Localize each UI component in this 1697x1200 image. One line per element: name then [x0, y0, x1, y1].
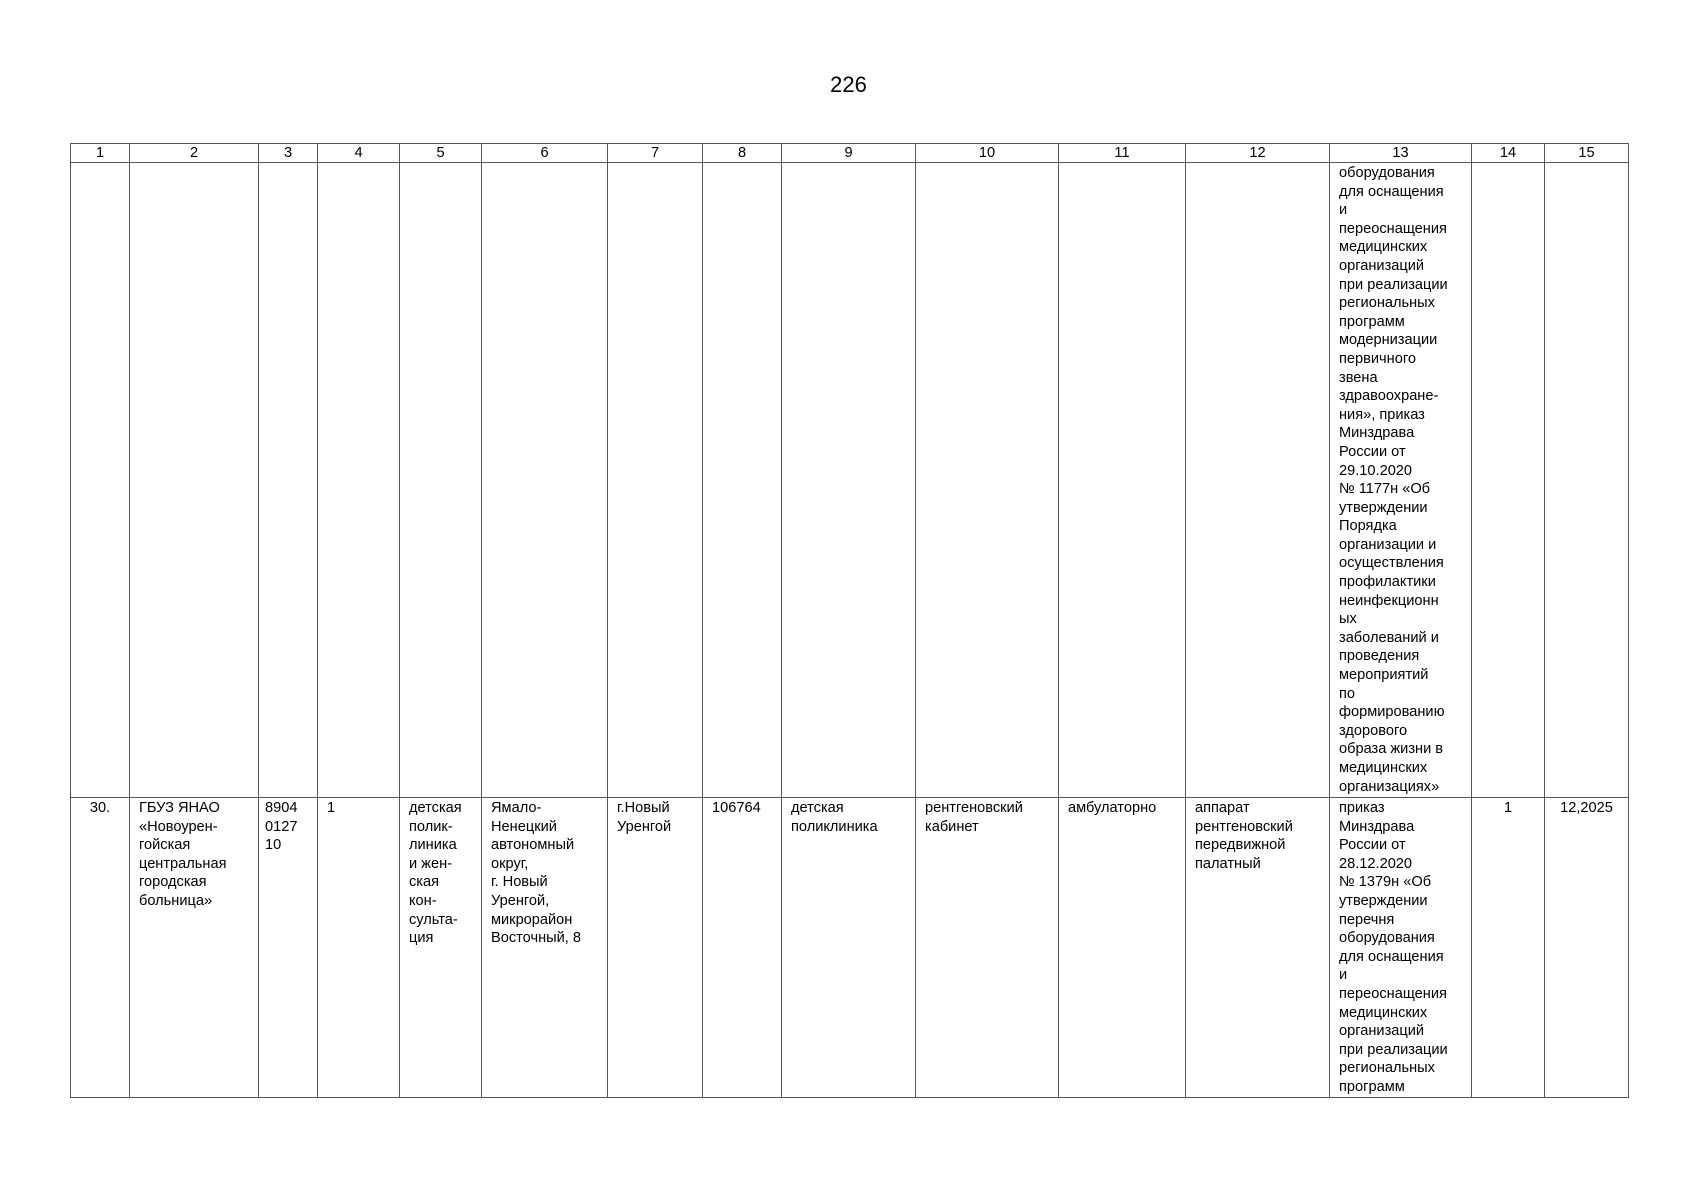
header-cell-10: 10: [916, 144, 1059, 163]
cell-line: микрорайон: [491, 911, 573, 928]
cell-line: медицинских: [1339, 760, 1428, 776]
cell-unit-type: [782, 798, 916, 1098]
cell-line: ния», приказ: [1339, 406, 1425, 423]
cell-line: неинфекционн: [1339, 592, 1439, 609]
cell-line: Восточный, 8: [491, 930, 581, 947]
cell-line: первичного: [1339, 350, 1416, 367]
cell-line: передвижной: [1195, 837, 1286, 854]
cell-line: программ: [1339, 313, 1405, 330]
cell-line: мероприятий: [1339, 667, 1429, 684]
cell-c1: [71, 163, 130, 798]
cell-line: детская: [409, 800, 462, 816]
cell-line: ция: [409, 930, 434, 947]
cell-line: Ненецкий: [491, 818, 557, 835]
cell-line: сульта-: [409, 911, 458, 928]
cell-line: формированию: [1339, 704, 1445, 721]
header-cell-15: 15: [1545, 144, 1629, 163]
cell-col4: 1: [318, 798, 400, 1098]
cell-line: центральная: [139, 855, 227, 872]
cell-c10: [916, 163, 1059, 798]
cell-c14: [1472, 163, 1545, 798]
cell-line: г.Новый: [617, 800, 670, 816]
cell-line: для оснащения: [1339, 183, 1444, 200]
cell-c3: [259, 163, 318, 798]
cell-line: осуществления: [1339, 555, 1444, 572]
cell-line: детская: [791, 800, 844, 816]
cell-line: утверждении: [1339, 892, 1428, 909]
cell-subdivision: [400, 798, 482, 1098]
cell-line: переоснащения: [1339, 985, 1447, 1002]
cell-line: палатный: [1195, 855, 1261, 872]
cell-line: Уренгой,: [491, 892, 550, 909]
cell-care-mode: амбулаторно: [1059, 798, 1186, 1098]
cell-line: оборудования: [1339, 165, 1435, 181]
cell-date: 12,2025: [1545, 798, 1629, 1098]
header-cell-14: 14: [1472, 144, 1545, 163]
cell-line: при реализации: [1339, 276, 1448, 293]
cell-line: линика: [409, 837, 457, 854]
cell-line: региональных: [1339, 295, 1435, 312]
cell-quantity: 1: [1472, 798, 1545, 1098]
cell-line: здорового: [1339, 722, 1408, 739]
cell-line: и: [1339, 202, 1348, 219]
cell-basis: [1330, 798, 1472, 1098]
cell-organization: [130, 798, 259, 1098]
cell-line: перечня: [1339, 911, 1395, 928]
cell-line: приказ: [1339, 800, 1385, 816]
cell-line: полик-: [409, 818, 453, 835]
cell-line: поликлиника: [791, 818, 878, 835]
cell-line: Порядка: [1339, 518, 1397, 535]
cell-line: по: [1339, 685, 1356, 702]
cell-line: переоснащения: [1339, 220, 1447, 237]
cell-line: региональных: [1339, 1060, 1435, 1077]
cell-line: № 1177н «Об: [1339, 481, 1431, 498]
cell-line: для оснащения: [1339, 948, 1444, 965]
cell-line: при реализации: [1339, 1041, 1448, 1058]
cell-line: № 1379н «Об: [1339, 874, 1432, 891]
cell-line: и: [1339, 967, 1348, 984]
cell-line: рентгеновский: [1195, 818, 1293, 835]
cell-c7: [608, 163, 703, 798]
cell-line: модернизации: [1339, 332, 1438, 349]
cell-line: медицинских: [1339, 1004, 1428, 1021]
table-row-30: [71, 798, 1629, 1098]
cell-line: г. Новый: [491, 874, 548, 891]
cell-line: ых: [1339, 611, 1357, 628]
header-cell-11: 11: [1059, 144, 1186, 163]
cell-row-number: 30.: [71, 798, 130, 1098]
header-cell-8: 8: [703, 144, 782, 163]
equipment-table: [70, 143, 1629, 1098]
cell-line: оборудования: [1339, 930, 1435, 947]
cell-line: проведения: [1339, 648, 1420, 665]
cell-line: организаций: [1339, 257, 1425, 274]
cell-c12: [1186, 163, 1330, 798]
cell-line: округ,: [491, 855, 529, 872]
cell-c15: [1545, 163, 1629, 798]
page-number: 226: [830, 72, 867, 97]
cell-line: медицинских: [1339, 239, 1428, 256]
cell-line: кон-: [409, 892, 437, 909]
header-cell-3: 3: [259, 144, 318, 163]
cell-c8: [703, 163, 782, 798]
cell-c11: [1059, 163, 1186, 798]
cell-cabinet: [916, 798, 1059, 1098]
header-cell-13: 13: [1330, 144, 1472, 163]
cell-line: утверждении: [1339, 499, 1428, 516]
header-cell-5: 5: [400, 144, 482, 163]
cell-line: России от: [1339, 837, 1406, 854]
cell-line: рентгеновский: [925, 800, 1023, 816]
header-cell-6: 6: [482, 144, 608, 163]
cell-line: 0127: [265, 818, 298, 835]
header-cell-12: 12: [1186, 144, 1330, 163]
cell-line: Минздрава: [1339, 425, 1415, 442]
cell-c13-basis: [1330, 163, 1472, 798]
cell-c2: [130, 163, 259, 798]
header-cell-4: 4: [318, 144, 400, 163]
cell-line: программ: [1339, 1078, 1405, 1095]
cell-line: городская: [139, 874, 207, 891]
cell-line: профилактики: [1339, 574, 1436, 591]
cell-line: 29.10.2020: [1339, 462, 1413, 479]
cell-locality: [608, 798, 703, 1098]
cell-line: звена: [1339, 369, 1378, 386]
cell-line: организациях»: [1339, 778, 1440, 795]
cell-line: заболеваний и: [1339, 629, 1439, 646]
cell-line: гойская: [139, 837, 191, 854]
cell-line: кабинет: [925, 818, 979, 835]
cell-line: 10: [265, 837, 282, 854]
cell-inn: [259, 798, 318, 1098]
header-cell-2: 2: [130, 144, 259, 163]
cell-line: России от: [1339, 443, 1406, 460]
cell-line: организации и: [1339, 536, 1437, 553]
cell-line: 28.12.2020: [1339, 855, 1413, 872]
cell-address: [482, 798, 608, 1098]
cell-code: 106764: [703, 798, 782, 1098]
cell-c6: [482, 163, 608, 798]
cell-line: и жен-: [409, 855, 453, 872]
cell-line: организаций: [1339, 1023, 1425, 1040]
cell-line: Минздрава: [1339, 818, 1415, 835]
cell-line: здравоохране-: [1339, 388, 1439, 405]
cell-line: ская: [409, 874, 440, 891]
header-cell-7: 7: [608, 144, 703, 163]
header-cell-9: 9: [782, 144, 916, 163]
cell-line: ГБУЗ ЯНАО: [139, 800, 220, 816]
cell-line: автономный: [491, 837, 575, 854]
cell-line: больница»: [139, 892, 213, 909]
cell-c5: [400, 163, 482, 798]
cell-line: Уренгой: [617, 818, 672, 835]
cell-line: аппарат: [1195, 800, 1250, 816]
cell-line: Ямало-: [491, 800, 542, 816]
cell-equipment: [1186, 798, 1330, 1098]
cell-line: образа жизни в: [1339, 741, 1444, 758]
header-row: [71, 144, 1629, 163]
cell-c4: [318, 163, 400, 798]
cell-c9: [782, 163, 916, 798]
cell-line: «Новоурен-: [139, 818, 218, 835]
table-row-continued: [71, 163, 1629, 798]
header-cell-1: 1: [71, 144, 130, 163]
cell-line: 8904: [265, 800, 298, 816]
